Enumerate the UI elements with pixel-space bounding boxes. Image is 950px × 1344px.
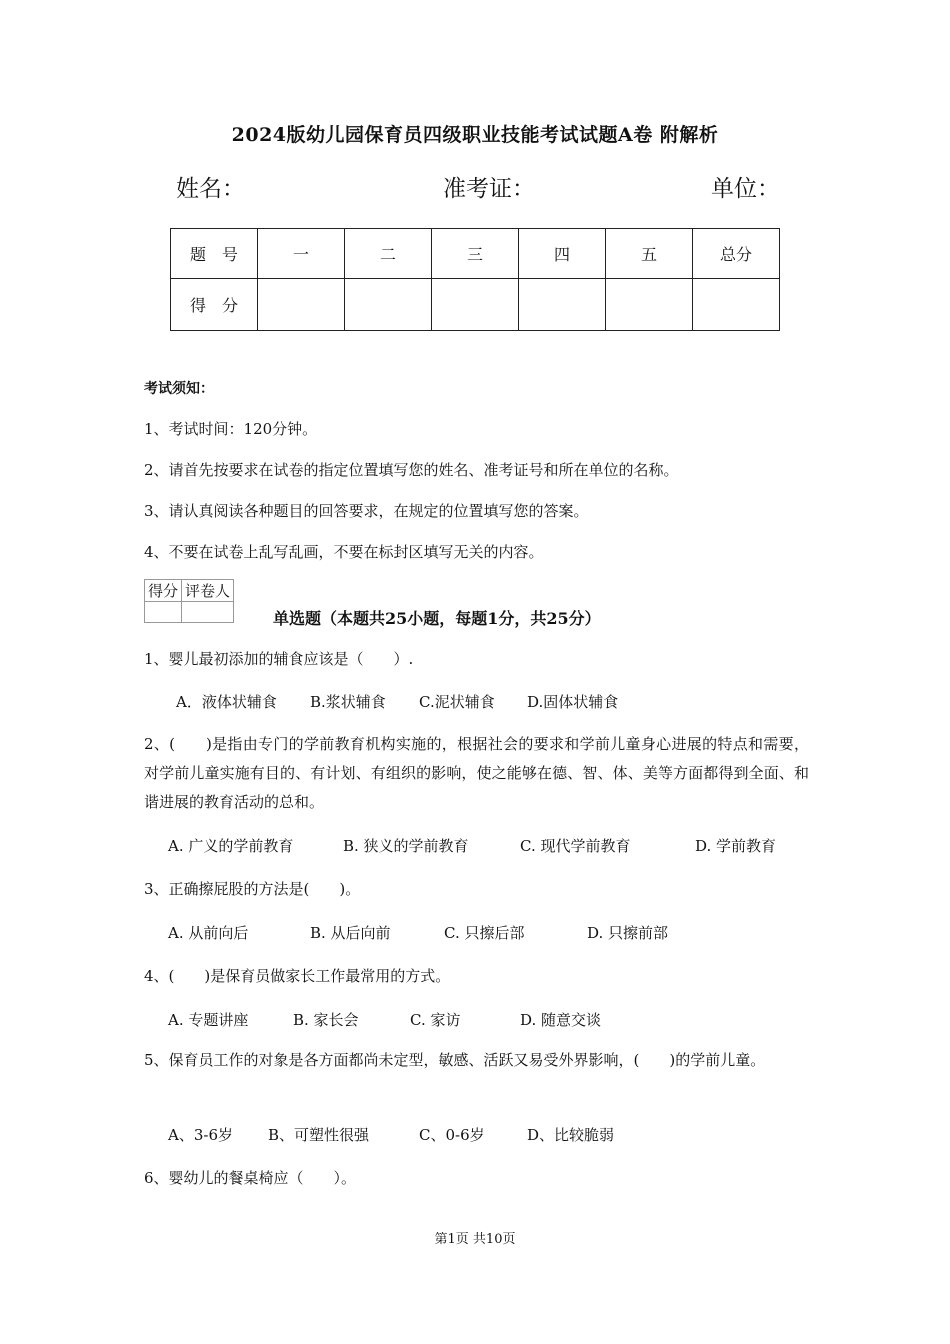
question-stem: 5、保育员工作的对象是各方面都尚未定型，敏感、活跃又易受外界影响，( )的学前儿童。: [144, 1051, 766, 1069]
page-footer: 第1页 共10页: [434, 1232, 516, 1247]
question-stem: 1、婴儿最初添加的辅食应该是（ ）.: [144, 650, 414, 668]
option-c: C.泥状辅食: [419, 693, 495, 711]
score-header-label: 题 号: [171, 229, 258, 279]
option-a: A．液体状辅食: [176, 693, 277, 711]
option-d: D. 随意交谈: [520, 1011, 602, 1029]
grader-name-cell[interactable]: [182, 602, 234, 623]
option-d: D、比较脆弱: [527, 1126, 615, 1144]
notice-item: 1、考试时间：120分钟。: [144, 420, 318, 438]
grader-score-cell[interactable]: [145, 602, 182, 623]
notice-item: 4、不要在试卷上乱写乱画，不要在标封区填写无关的内容。: [144, 543, 544, 561]
score-header-2: 二: [345, 229, 432, 279]
grader-name-label: 评卷人: [182, 580, 234, 602]
page-title: 2024版幼儿园保育员四级职业技能考试试题A卷 附解析: [231, 124, 719, 146]
option-b: B. 从后向前: [310, 924, 391, 942]
score-header-total: 总分: [693, 229, 780, 279]
grader-box: [144, 579, 234, 623]
question-stem: 3、正确擦屁股的方法是( )。: [144, 880, 361, 898]
score-header-4: 四: [519, 229, 606, 279]
unit-label: 单位：: [711, 176, 780, 202]
option-c: C、0-6岁: [419, 1126, 485, 1144]
notice-item: 2、请首先按要求在试卷的指定位置填写您的姓名、准考证号和所在单位的名称。: [144, 461, 679, 479]
notice-title: 考试须知：: [144, 381, 214, 397]
option-b: B. 家长会: [293, 1011, 359, 1029]
option-d: D. 只擦前部: [587, 924, 669, 942]
option-a: A. 广义的学前教育: [168, 837, 294, 855]
score-row-label: 得 分: [171, 279, 258, 331]
option-a: A. 从前向后: [168, 924, 249, 942]
notice-item: 3、请认真阅读各种题目的回答要求，在规定的位置填写您的答案。: [144, 502, 589, 520]
question-stem: 6、婴幼儿的餐桌椅应（ ）。: [144, 1169, 357, 1187]
option-c: C. 家访: [410, 1011, 461, 1029]
score-cell-2[interactable]: [345, 279, 432, 331]
option-b: B、可塑性很强: [268, 1126, 370, 1144]
grader-score-label: 得分: [145, 580, 182, 602]
option-a: A、3-6岁: [168, 1126, 233, 1144]
exam-id-label: 准考证：: [443, 176, 535, 202]
score-cell-total[interactable]: [693, 279, 780, 331]
option-d: D. 学前教育: [695, 837, 777, 855]
question-stem: 2、( )是指由专门的学前教育机构实施的，根据社会的要求和学前儿童身心进展的特点和需要，对学前儿童实施有目的、有计划、有组织的影响，使之能够在德、智、体、美等方面都得到全面、和谐进展的教育活动的总和。: [144, 735, 809, 811]
option-b: B.浆状辅食: [310, 693, 386, 711]
score-table: [170, 228, 780, 331]
section-title: 单选题（本题共25小题，每题1分，共25分）: [273, 609, 601, 628]
option-c: C. 只擦后部: [444, 924, 525, 942]
score-header-5: 五: [606, 229, 693, 279]
score-cell-1[interactable]: [258, 279, 345, 331]
score-cell-3[interactable]: [432, 279, 519, 331]
option-d: D.固体状辅食: [527, 693, 619, 711]
question-stem: 4、( )是保育员做家长工作最常用的方式。: [144, 967, 451, 985]
score-cell-4[interactable]: [519, 279, 606, 331]
name-label: 姓名：: [176, 176, 245, 202]
score-header-1: 一: [258, 229, 345, 279]
option-b: B. 狭义的学前教育: [343, 837, 469, 855]
option-c: C. 现代学前教育: [520, 837, 631, 855]
option-a: A. 专题讲座: [168, 1011, 249, 1029]
score-cell-5[interactable]: [606, 279, 693, 331]
score-header-3: 三: [432, 229, 519, 279]
